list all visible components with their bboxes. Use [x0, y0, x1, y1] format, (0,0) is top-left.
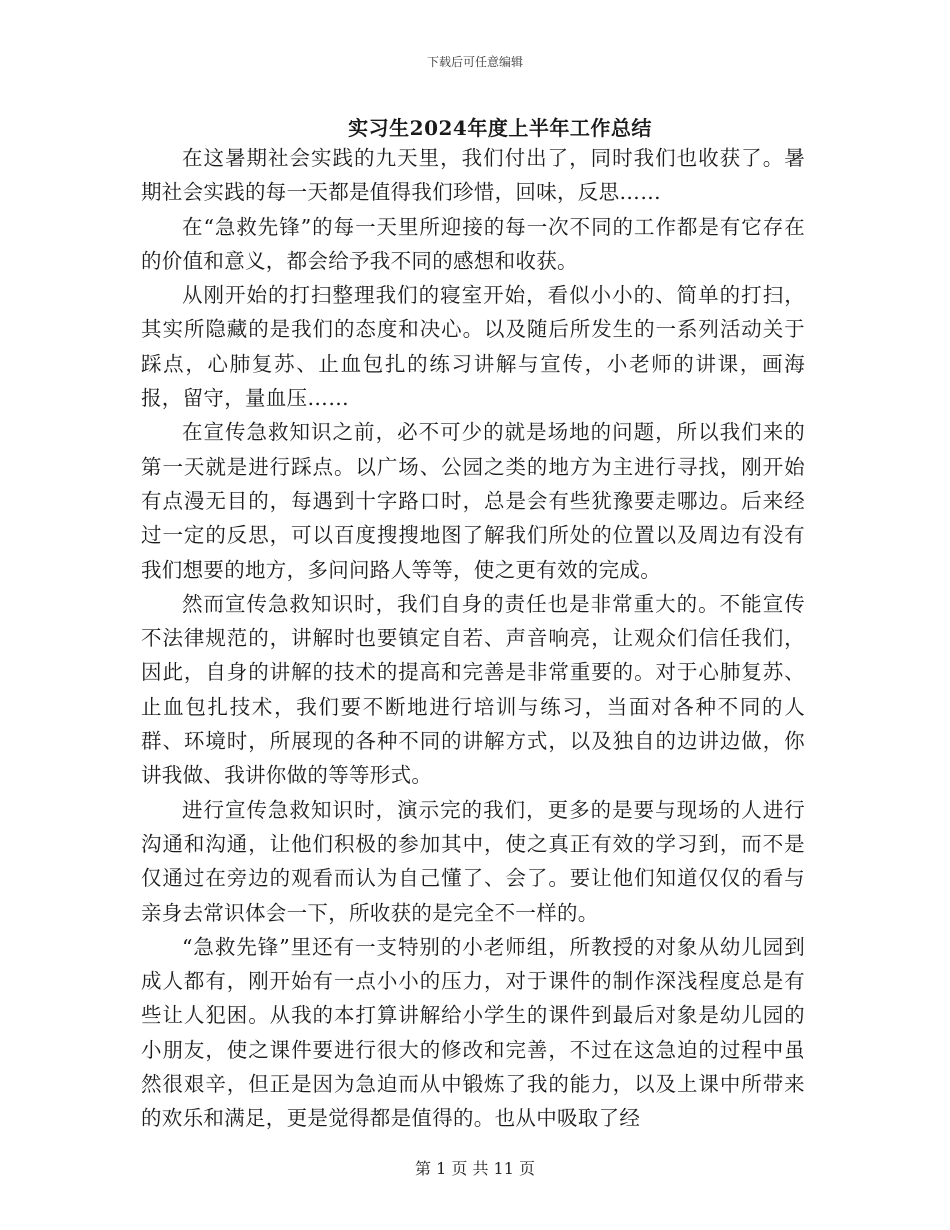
paragraph-5: 然而宣传急救知识时，我们自身的责任也是非常重大的。不能宣传不法律规范的，讲解时也要镇定自若、声音响亮，让观众们信任我们，因此，自身的讲解的技术的提高和完善是非常重要的。对于心肺复苏、止血包扎技术，我们要不断地进行培训与练习，当面对各种不同的人群、环境时，所展现的各种不同的讲解方式，以及独自的边讲边做，你讲我做、我讲你做的等等形式。: [141, 591, 805, 788]
paragraph-3: 从刚开始的打扫整理我们的寝室开始，看似小小的、简单的打扫，其实所隐藏的是我们的态度和决心。以及随后所发生的一系列活动关于踩点，心肺复苏、止血包扎的练习讲解与宣传，小老师的讲课，画海报，留守，量血压……: [141, 283, 805, 411]
paragraph-7: “急救先锋”里还有一支特别的小老师组，所教授的对象从幼儿园到成人都有，刚开始有一点小小的压力，对于课件的制作深浅程度总是有些让人犯困。从我的本打算讲解给小学生的课件到最后对象是幼儿园的小朋友，使之课件要进行很大的修改和完善，不过在这急迫的过程中虽然很艰辛，但正是因为急迫而从中锻炼了我的能力，以及上课中所带来的欢乐和满足，更是觉得都是值得的。也从中吸取了经: [141, 934, 805, 1131]
paragraph-6: 进行宣传急救知识时，演示完的我们，更多的是要与现场的人进行沟通和沟通，让他们积极的参加其中，使之真正有效的学习到，而不是仅通过在旁边的观看而认为自己懂了、会了。要让他们知道仅仅的看与亲身去常识体会一下，所收获的是完全不一样的。: [141, 797, 805, 925]
page-number: 第 1 页 共 11 页: [415, 1159, 535, 1178]
paragraph-2: 在“急救先锋”的每一天里所迎接的每一次不同的工作都是有它存在的价值和意义，都会给予我不同的感想和收获。: [141, 214, 805, 273]
paragraph-4: 在宣传急救知识之前，必不可少的就是场地的问题，所以我们来的第一天就是进行踩点。以广场、公园之类的地方为主进行寻找，刚开始有点漫无目的，每遇到十字路口时，总是会有些犹豫要走哪边。后来经过一定的反思，可以百度搜搜地图了解我们所处的位置以及周边有没有我们想要的地方，多问问路人等等，使之更有效的完成。: [141, 420, 805, 582]
paragraph-1: 在这暑期社会实践的九天里，我们付出了，同时我们也收获了。暑期社会实践的每一天都是值得我们珍惜，回味，反思……: [141, 146, 805, 205]
header-note: 下载后可任意编辑: [426, 55, 523, 69]
document-title: 实习生2024年度上半年工作总结: [348, 116, 652, 140]
document-body: [141, 141, 805, 1136]
